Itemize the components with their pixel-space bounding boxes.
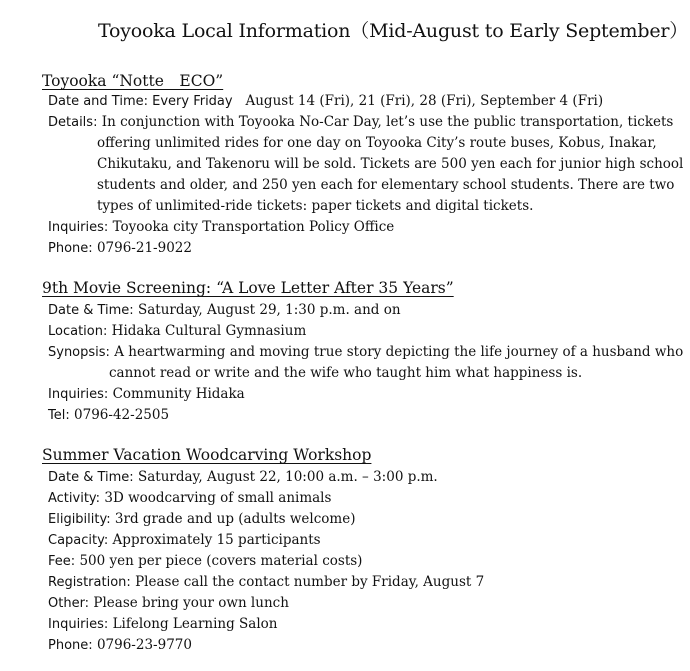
row-value: 0796-23-9770 — [96, 637, 192, 653]
row-label: Date and Time: Every Friday — [48, 94, 233, 109]
row-value: 500 yen per piece (covers material costs) — [79, 553, 363, 569]
row-value: Please call the contact number by Friday, August 7 — [135, 574, 485, 590]
details-line: types of unlimited-ride tickets: paper tickets and digital tickets. — [97, 198, 534, 214]
info-row-tel — [48, 405, 169, 426]
info-row-synopsis — [48, 342, 683, 363]
row-label: Details: — [48, 115, 98, 130]
synopsis-line: cannot read or write and the wife who taught him what happiness is. — [109, 365, 583, 381]
row-value: August 14 (Fri), 21 (Fri), 28 (Fri), September 4 (Fri) — [245, 93, 604, 109]
info-row-inquiries — [48, 384, 245, 405]
row-label: Synopsis: — [48, 345, 110, 360]
row-label: Inquiries: — [48, 220, 109, 235]
info-row-inquiries — [48, 217, 394, 238]
row-value: 0796-21-9022 — [96, 240, 192, 256]
info-row-date — [48, 300, 401, 321]
page-title: Toyooka Local Information（Mid-August to Early September） — [98, 20, 689, 42]
info-row-date — [48, 91, 603, 112]
info-row — [48, 530, 321, 551]
row-value: Please bring your own lunch — [93, 595, 289, 611]
info-row — [48, 467, 438, 488]
row-label: Other: — [48, 596, 90, 611]
row-value: In conjunction with Toyooka No-Car Day, let’s use the public transportation, tickets — [101, 114, 674, 130]
info-row-phone — [48, 238, 192, 259]
row-label: Registration: — [48, 575, 131, 590]
row-label: Phone: — [48, 638, 93, 653]
row-value: Community Hidaka — [112, 386, 245, 402]
row-label: Location: — [48, 324, 108, 339]
row-label: Eligibility: — [48, 512, 111, 527]
row-label: Tel: — [48, 408, 70, 423]
section-heading: Summer Vacation Woodcarving Workshop — [42, 446, 372, 464]
info-row — [48, 488, 331, 509]
info-row — [48, 614, 277, 635]
info-row — [48, 509, 356, 530]
info-row — [48, 593, 289, 614]
row-value: 3rd grade and up (adults welcome) — [114, 511, 356, 527]
row-value: Hidaka Cultural Gymnasium — [111, 323, 307, 339]
section-heading: Toyooka “Notte ECO” — [42, 72, 224, 90]
details-line: students and older, and 250 yen each for elementary school students. There are two — [97, 177, 675, 193]
row-value: 0796-42-2505 — [74, 407, 170, 423]
info-row — [48, 635, 192, 656]
row-label: Date & Time: — [48, 303, 134, 318]
info-row — [48, 572, 484, 593]
row-value: 3D woodcarving of small animals — [104, 490, 332, 506]
row-value: Toyooka city Transportation Policy Office — [112, 219, 395, 235]
row-value: Lifelong Learning Salon — [112, 616, 278, 632]
info-row-location — [48, 321, 306, 342]
row-value: A heartwarming and moving true story depicting the life journey of a husband who — [114, 344, 684, 360]
row-label: Activity: — [48, 491, 101, 506]
row-label: Phone: — [48, 241, 93, 256]
row-value: Approximately 15 participants — [112, 532, 321, 548]
details-line: offering unlimited rides for one day on Toyooka City’s route buses, Kobus, Inakar, — [97, 135, 657, 151]
row-label: Inquiries: — [48, 617, 109, 632]
row-label: Date & Time: — [48, 470, 134, 485]
info-row-details — [48, 112, 673, 133]
row-label: Capacity: — [48, 533, 109, 548]
row-value: Saturday, August 22, 10:00 a.m. – 3:00 p.m. — [137, 469, 438, 485]
details-line: Chikutaku, and Takenoru will be sold. Tickets are 500 yen each for junior high school — [97, 156, 684, 172]
info-row — [48, 551, 362, 572]
row-label: Inquiries: — [48, 387, 109, 402]
section-heading: 9th Movie Screening: “A Love Letter After 35 Years” — [42, 279, 454, 297]
row-label: Fee: — [48, 554, 76, 569]
row-value: Saturday, August 29, 1:30 p.m. and on — [137, 302, 401, 318]
